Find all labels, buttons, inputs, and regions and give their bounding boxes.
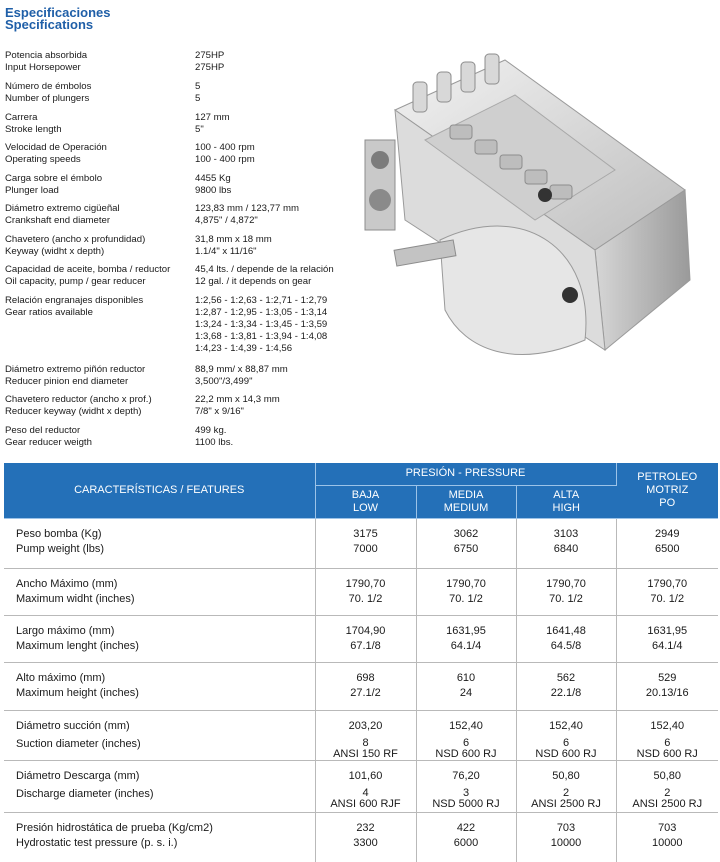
spec-value: 123,83 mm / 123,77 mm	[195, 203, 299, 214]
row-label-line: Pump weight (lbs)	[16, 542, 105, 555]
subheader-line: BAJA	[351, 488, 380, 501]
table-cell	[315, 710, 416, 760]
subheader-line: MEDIUM	[443, 501, 489, 514]
table-cell	[416, 710, 516, 760]
spec-value: 3,500"/3,499"	[195, 376, 253, 387]
spec-label: Stroke length	[5, 124, 62, 135]
row-label	[4, 662, 315, 710]
spec-value: 4455 Kg	[195, 173, 231, 184]
spec-label: Crankshaft end diameter	[5, 215, 111, 226]
spec-label: Carga sobre el émbolo	[5, 173, 103, 184]
petroleo-header	[616, 463, 718, 518]
cell-line: ANSI 2500 RJ	[632, 797, 703, 810]
table-cell	[516, 518, 616, 568]
spec-label: Chavetero (ancho x profundidad)	[5, 234, 146, 245]
spec-value: 275HP	[195, 50, 225, 61]
cell-line: 50,80	[653, 769, 682, 782]
spec-value: 1.1/4" x 11/16"	[195, 246, 257, 257]
pressure-header: PRESIÓN - PRESSURE	[315, 463, 616, 485]
cell-line: 1790,70	[546, 577, 586, 590]
spec-oil-capacity	[5, 264, 365, 295]
spec-value: 1:2,87 - 1:2,95 - 1:3,05 - 1:3,14	[195, 307, 328, 318]
cell-line: 152,40	[449, 719, 483, 732]
table-cell	[416, 518, 516, 568]
cell-line: 6750	[453, 542, 479, 555]
row-label-line: Ancho Máximo (mm)	[16, 577, 118, 590]
spec-value: 100 - 400 rpm	[195, 142, 255, 153]
table-row	[4, 760, 718, 812]
cell-line: 6	[664, 736, 671, 749]
table-cell	[416, 812, 516, 862]
table-cell	[315, 760, 416, 812]
row-label-line: Suction diameter (inches)	[16, 737, 141, 750]
table-row	[4, 710, 718, 760]
pump-illustration	[355, 50, 715, 400]
spec-value: 1:4,23 - 1:4,39 - 1:4,56	[195, 343, 293, 354]
cell-line: 70. 1/2	[348, 592, 383, 605]
specifications-list	[5, 50, 365, 456]
cell-line: 1790,70	[345, 577, 386, 590]
cell-line: NSD 600 RJ	[636, 747, 698, 760]
cell-line: 64.5/8	[550, 639, 582, 652]
cell-line: ANSI 2500 RJ	[531, 797, 601, 810]
table-cell	[616, 568, 718, 615]
cell-line: 64.1/4	[651, 639, 683, 652]
table-cell	[516, 760, 616, 812]
spec-value: 88,9 mm/ x 88,87 mm	[195, 364, 288, 375]
cell-line: 6500	[655, 542, 680, 555]
cell-line: 76,20	[452, 769, 480, 782]
spec-label: Number of plungers	[5, 93, 90, 104]
row-label-line: Diámetro succión (mm)	[16, 719, 130, 732]
cell-line: 562	[556, 671, 576, 684]
subheader-line: ALTA	[553, 488, 580, 501]
cell-line: 1790,70	[446, 577, 486, 590]
spec-label: Carrera	[5, 112, 38, 123]
cell-line: ANSI 150 RF	[333, 747, 398, 760]
spec-value: 9800 lbs	[195, 185, 232, 196]
cell-line: 20.13/16	[645, 686, 689, 699]
spec-value: 100 - 400 rpm	[195, 154, 255, 165]
cell-line: 3	[462, 786, 470, 799]
cell-line: NSD 600 RJ	[435, 747, 497, 760]
row-label-line: Hydrostatic test pressure (p. s. i.)	[16, 836, 178, 849]
row-label-line: Maximum widht (inches)	[16, 592, 135, 605]
cell-line: 422	[456, 821, 476, 834]
spec-input-horsepower	[5, 50, 365, 81]
spec-value: 1100 lbs.	[195, 437, 234, 448]
spec-label: Peso del reductor	[5, 425, 81, 436]
page-title	[5, 7, 111, 31]
cell-line: 3175	[353, 527, 378, 540]
spec-crankshaft-end-diameter	[5, 203, 365, 234]
table-row	[4, 662, 718, 710]
row-label-line: Largo máximo (mm)	[16, 624, 115, 637]
table-cell	[516, 662, 616, 710]
cell-line: 70. 1/2	[449, 592, 483, 605]
spec-label: Keyway (widht x depth)	[5, 246, 105, 257]
cell-line: 152,40	[549, 719, 583, 732]
spec-label: Potencia absorbida	[5, 50, 88, 61]
spec-value: 275HP	[195, 62, 225, 73]
spec-label: Gear ratios available	[5, 307, 93, 318]
cell-line: 232	[356, 821, 375, 834]
spec-keyway	[5, 234, 365, 264]
spec-gear-reducer-weight	[5, 425, 365, 456]
spec-value: 7/8" x 9/16"	[195, 406, 244, 417]
cell-line: 610	[456, 671, 476, 684]
table-cell	[315, 568, 416, 615]
table-row	[4, 568, 718, 615]
cell-line: 101,60	[348, 769, 383, 782]
subheader-low	[315, 485, 416, 518]
cell-line: 1641,48	[546, 624, 586, 637]
spec-label: Chavetero reductor (ancho x prof.)	[5, 394, 152, 405]
spec-label: Operating speeds	[5, 154, 81, 165]
spec-value: 5	[195, 93, 201, 104]
cell-line: 6840	[553, 542, 579, 555]
spec-value: 5	[195, 81, 201, 92]
cell-line: 22.1/8	[550, 686, 582, 699]
cell-line: 8	[362, 736, 369, 749]
subheader-medium	[416, 485, 516, 518]
features-table	[4, 463, 718, 862]
cell-line: 529	[658, 671, 677, 684]
cell-line: 27.1/2	[350, 686, 381, 699]
row-label-line: Discharge diameter (inches)	[16, 787, 154, 800]
petroleo-header-line: PETROLEO	[637, 470, 698, 483]
row-label	[4, 568, 315, 615]
spec-value: 1:3,68 - 1:3,81 - 1:3,94 - 1:4,08	[195, 331, 328, 342]
spec-value: 5"	[195, 124, 204, 135]
spec-label: Oil capacity, pump / gear reducer	[5, 276, 146, 287]
table-row	[4, 615, 718, 662]
cell-line: 67.1/8	[350, 639, 381, 652]
spec-label: Reducer keyway (widht x depth)	[5, 406, 142, 417]
table-cell	[616, 812, 718, 862]
spec-label: Input Horsepower	[5, 62, 81, 73]
row-label	[4, 760, 315, 812]
cell-line: 24	[459, 686, 473, 699]
cell-line: 703	[556, 821, 576, 834]
row-label-line: Maximum lenght (inches)	[16, 639, 139, 652]
spec-reducer-keyway	[5, 394, 365, 425]
cell-line: 2	[664, 786, 671, 799]
cell-line: 2949	[655, 527, 680, 540]
spec-value: 499 kg.	[195, 425, 227, 436]
spec-value: 4,875" / 4,872"	[195, 215, 258, 226]
spec-reducer-pinion-end-diameter	[5, 364, 365, 394]
table-cell	[416, 615, 516, 662]
table-cell	[616, 760, 718, 812]
table-cell	[315, 662, 416, 710]
spec-value: 127 mm	[195, 112, 230, 123]
subheader-line: HIGH	[552, 501, 580, 514]
cell-line: 50,80	[552, 769, 580, 782]
spec-operating-speeds	[5, 142, 365, 173]
cell-line: 3062	[453, 527, 479, 540]
table-cell	[315, 518, 416, 568]
cell-line: 698	[356, 671, 375, 684]
table-cell	[616, 518, 718, 568]
cell-line: 703	[658, 821, 677, 834]
cell-line: 6000	[453, 836, 479, 849]
table-cell	[516, 568, 616, 615]
row-label	[4, 812, 315, 862]
cell-line: NSD 5000 RJ	[432, 797, 500, 810]
row-label-line: Maximum height (inches)	[16, 686, 139, 699]
spec-stroke-length	[5, 112, 365, 142]
table-cell	[416, 662, 516, 710]
row-label	[4, 518, 315, 568]
spec-label: Relación engranajes disponibles	[5, 295, 144, 306]
cell-line: 3103	[553, 527, 579, 540]
petroleo-header-line: PO	[659, 496, 676, 509]
spec-value: 1:2,56 - 1:2,63 - 1:2,71 - 1:2,79	[195, 295, 328, 306]
spec-label: Reducer pinion end diameter	[5, 376, 129, 387]
row-label-line: Peso bomba (Kg)	[16, 527, 102, 540]
cell-line: 4	[362, 786, 369, 799]
cell-line: 6	[562, 736, 570, 749]
spec-label: Velocidad de Operación	[5, 142, 107, 153]
cell-line: NSD 600 RJ	[535, 747, 597, 760]
spec-value: 22,2 mm x 14,3 mm	[195, 394, 280, 405]
cell-line: 1631,95	[446, 624, 486, 637]
row-label	[4, 710, 315, 760]
subheader-line: MEDIA	[448, 488, 484, 501]
spec-value: 1:3,24 - 1:3,34 - 1:3,45 - 1:3,59	[195, 319, 328, 330]
subheader-high	[516, 485, 616, 518]
table-cell	[516, 710, 616, 760]
table-row	[4, 812, 718, 862]
table-row	[4, 518, 718, 568]
table-cell	[416, 760, 516, 812]
cell-line: 1704,90	[345, 624, 386, 637]
spec-value: 31,8 mm x 18 mm	[195, 234, 272, 245]
cell-line: 2	[562, 786, 570, 799]
cell-line: 64.1/4	[450, 639, 482, 652]
cell-line: 1790,70	[647, 577, 688, 590]
table-cell	[416, 568, 516, 615]
spec-plunger-load	[5, 173, 365, 203]
subheader-line: LOW	[352, 501, 379, 514]
spec-value: 45,4 lts. / depende de la relación	[195, 264, 334, 275]
spec-gear-ratios	[5, 295, 365, 364]
spec-number-of-plungers	[5, 81, 365, 112]
title-es: Especificaciones	[5, 5, 111, 20]
spec-label: Plunger load	[5, 185, 59, 196]
cell-line: 7000	[353, 542, 378, 555]
cell-line: 6	[462, 736, 470, 749]
petroleo-header-line: MOTRIZ	[646, 483, 689, 496]
row-label-line: Diámetro Descarga (mm)	[16, 769, 140, 782]
cell-line: 3300	[353, 836, 378, 849]
title-en: Specifications	[5, 17, 94, 32]
spec-label: Número de émbolos	[5, 81, 92, 92]
cell-line: 10000	[651, 836, 683, 849]
table-cell	[616, 662, 718, 710]
spec-label: Capacidad de aceite, bomba / reductor	[5, 264, 171, 275]
spec-label: Diámetro extremo piñón reductor	[5, 364, 146, 375]
cell-line: 152,40	[650, 719, 685, 732]
table-cell	[516, 615, 616, 662]
table-cell	[616, 615, 718, 662]
spec-value: 12 gal. / it depends on gear	[195, 276, 312, 287]
row-label-line: Presión hidrostática de prueba (Kg/cm2)	[16, 821, 213, 834]
spec-label: Gear reducer weigth	[5, 437, 92, 448]
table-cell	[616, 710, 718, 760]
table-cell	[315, 812, 416, 862]
cell-line: 1631,95	[647, 624, 688, 637]
cell-line: 70. 1/2	[650, 592, 685, 605]
spec-label: Diámetro extremo cigüeñal	[5, 203, 120, 214]
table-cell	[315, 615, 416, 662]
features-header: CARACTERÍSTICAS / FEATURES	[4, 463, 315, 518]
cell-line: 70. 1/2	[549, 592, 583, 605]
cell-line: 203,20	[348, 719, 383, 732]
cell-line: ANSI 600 RJF	[330, 797, 401, 810]
cell-line: 10000	[550, 836, 582, 849]
row-label-line: Alto máximo (mm)	[16, 671, 106, 684]
row-label	[4, 615, 315, 662]
table-cell	[516, 812, 616, 862]
